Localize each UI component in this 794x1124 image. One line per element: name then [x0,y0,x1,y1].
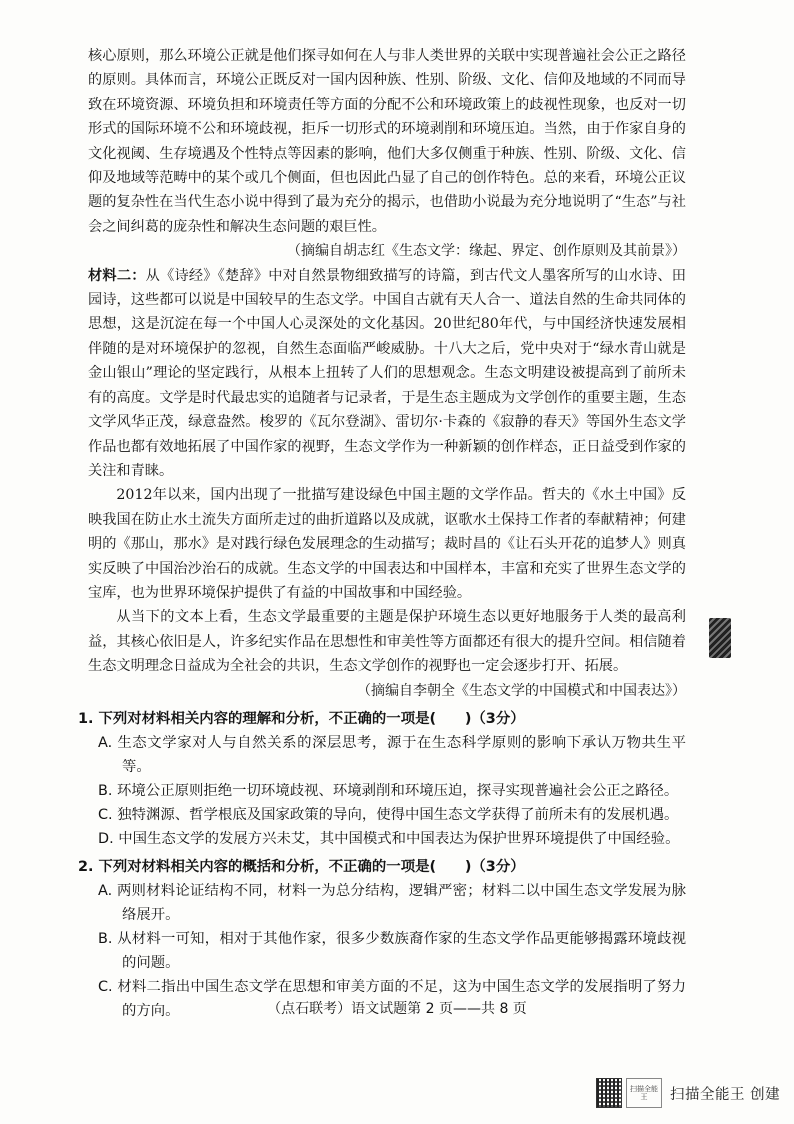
scanner-watermark [596,1078,780,1108]
source-citation-1: （摘编自胡志红《生态文学：缘起、界定、创作原则及其前景》） [287,243,686,260]
scanner-label: 扫描全能王 创建 [670,1086,781,1103]
question-2-stem: 2. 下列对材料相关内容的概括和分析，不正确的一项是( )（3分） [78,858,525,875]
question-1-stem: 1. 下列对材料相关内容的理解和分析，不正确的一项是( )（3分） [78,710,525,727]
material-two-paragraph-2: 2012年以来，国内出现了一批描写建设绿色中国主题的文学作品。哲夫的《水土中国》反映我国在防止水土流失方面所走过的曲折道路以及成就，讴歌水土保持工作者的奉献精神；何建明的《那山，那水》是对践行绿色发展理念的生动描写；裁时昌的《让石头开花的追梦人》则真实反映了中国治沙治石的成就。生态文学的中国表达和中国样本，丰富和充实了世界生态文学的宝库，也为世界环境保护提供了有益的中国故事和中国经验。 [88,487,686,601]
material-two-label: 材料二： [88,267,146,284]
material-two-paragraph-1 [88,264,686,484]
material-two-paragraph-3: 从当下的文本上看，生态文学最重要的主题是保护环境生态以更好地服务于人类的最高利益，其核心依旧是人，许多纪实作品在思想性和审美性等方面都还有很大的提升空间。相信随着生态文明理念日益成为全社会的共识，生态文学创作的视野也一定会逐步打开、拓展。 [88,609,686,675]
qr-code-icon [596,1078,622,1108]
binding-edge-mark [709,618,731,658]
question-2-option-a: A. 两则材料论证结构不同，材料一为总分结构，逻辑严密；材料二以中国生态文学发展为脉络展开。 [98,882,686,923]
passage-paragraph-1: 核心原则，那么环境公正就是他们探寻如何在人与非人类世界的关联中实现普遍社会公正之路径的原则。具体而言，环境公正既反对一国内因种族、性别、阶级、文化、信仰及地域的不同而导致在环境资源、环境负担和环境责任等方面的分配不公和环境政策上的歧视性现象，也反对一切形式的国际环境不公和环境歧视，拒斥一切形式的环境剥削和环境压迫。当然，由于作家自身的文化视阈、生存境遇及个性特点等因素的影响，他们大多仅侧重于种族、性别、阶级、文化、信仰及地域等范畴中的某个或几个侧面，但也因此凸显了自己的创作特色。总的来看，环境公正议题的复杂性在当代生态小说中得到了最为充分的揭示，也借助小说最为充分地说明了“生态”与社会之间纠葛的庞杂性和解决生态问题的艰巨性。 [88,48,686,235]
page-footer: （点石联考）语文试题第 2 页——共 8 页 [267,1001,527,1017]
exam-page [78,44,686,1023]
source-citation-2: （摘编自李朝全《生态文学的中国模式和中国表达》） [357,682,686,699]
question-1 [78,707,686,851]
material-two-text-1: 从《诗经》《楚辞》中对自然景物细致描写的诗篇，到古代文人墨客所写的山水诗、田园诗，这些都可以说是中国较早的生态文学。中国自古就有天人合一、道法自然的生命共同体的思想，这是沉淀在每一个中国人心灵深处的文化基因。20世纪80年代，与中国经济快速发展相伴随的是对环境保护的忽视，自然生态面临严峻威胁。十八大之后，党中央对于“绿水青山就是金山银山”理论的坚定践行，从根本上扭转了人们的思想观念。生态文明建设被提高到了前所未有的高度。文学是时代最忠实的追随者与记录者，于是生态主题成为文学创作的重要主题，生态文学风华正茂，绿意盎然。梭罗的《瓦尔登湖》、雷切尔·卡森的《寂静的春天》等国外生态文学作品也都有效地拓展了中国作家的视野，生态文学作为一种新颖的创作样态，正日益受到作家的关注和青睐。 [88,267,686,479]
question-2-option-c: C. 材料二指出中国生态文学在思想和审美方面的不足，这为中国生态文学的发展指明了努力的方向。 [98,978,686,1019]
question-1-option-c: C. 独特渊源、哲学根底及国家政策的导向，使得中国生态文学获得了前所未有的发展机遇。 [98,806,679,823]
scanner-logo-icon: 扫描全能王 [626,1078,662,1108]
question-1-option-b: B. 环境公正原则拒绝一切环境歧视、环境剥削和环境压迫，探寻实现普遍社会公正之路径。 [98,782,679,799]
question-1-option-a: A. 生态文学家对人与自然关系的深层思考，源于在生态科学原则的影响下承认万物共生平等。 [98,734,686,775]
question-2-option-b: B. 从材料一可知，相对于其他作家，很多少数族裔作家的生态文学作品更能够揭露环境歧视的问题。 [98,930,686,971]
question-1-option-d: D. 中国生态文学的发展方兴未艾，其中国模式和中国表达为保护世界环境提供了中国经验。 [98,830,680,847]
